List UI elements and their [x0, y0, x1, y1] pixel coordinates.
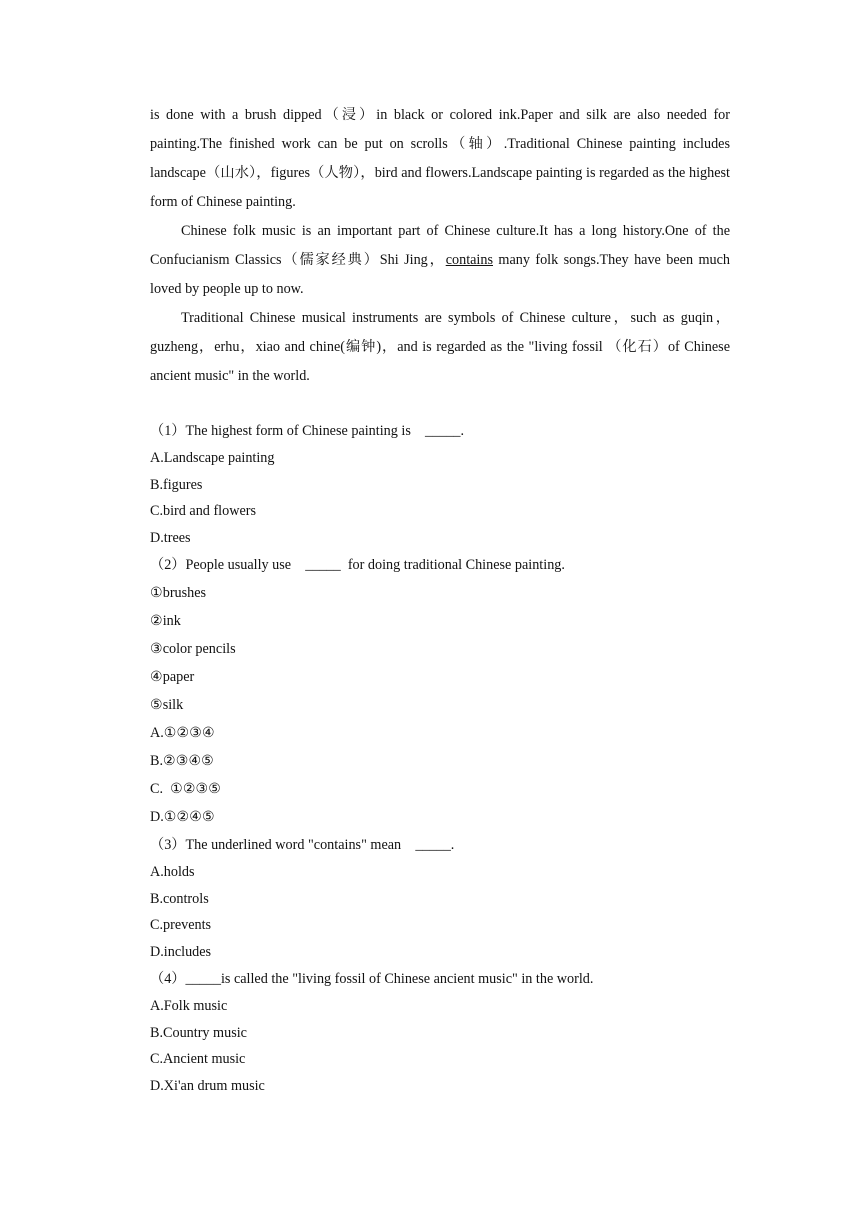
passage-paragraph-2-start: Chinese folk music is an important part of Chinese culture.It has a long history.One of the Confucianism Classics（儒家经典）Shi Jing，	[150, 223, 730, 268]
question-1	[150, 417, 730, 551]
underlined-word-contains: contains	[445, 252, 493, 268]
question-2-item-2: ②ink	[150, 613, 181, 629]
question-3-option-b: B.controls	[150, 890, 209, 907]
question-4-option-b: B.Country music	[150, 1024, 247, 1041]
question-1-option-c: C.bird and flowers	[150, 503, 256, 519]
section-gap	[150, 391, 730, 417]
question-4-option-d: D.Xi'an drum music	[150, 1077, 265, 1094]
passage-paragraph-2-end: many folk songs.They have been much loved by people up to now.	[150, 252, 730, 297]
question-1-stem: （1）The highest form of Chinese painting is _____.	[150, 423, 465, 439]
question-2-item-1: ①brushes	[150, 585, 207, 601]
question-1-option-b: B.figures	[150, 476, 203, 493]
question-4-option-c: C.Ancient music	[150, 1051, 246, 1067]
question-2	[150, 551, 730, 831]
question-3-option-d: D.includes	[150, 943, 212, 960]
question-4	[150, 965, 730, 1099]
question-2-item-4: ④paper	[150, 669, 195, 685]
question-2-option-c: C. ①②③⑤	[150, 781, 221, 797]
question-2-option-a: A.①②③④	[150, 725, 215, 741]
question-3-option-a: A.holds	[150, 864, 195, 880]
passage-paragraph-2	[150, 217, 730, 304]
passage-paragraph-3: Traditional Chinese musical instruments are symbols of Chinese culture，such as guqin，guzheng，erhu，xiao and chine(编钟)，and is regarded as the "living fossil （化石）of Chinese ancient music" in the world.	[150, 310, 730, 384]
question-2-option-d: D.①②④⑤	[150, 809, 215, 825]
question-2-stem: （2）People usually use _____ for doing traditional Chinese painting.	[150, 557, 565, 573]
question-3-stem: （3）The underlined word "contains" mean _____.	[150, 837, 455, 853]
question-2-item-5: ⑤silk	[150, 697, 184, 713]
question-2-option-b: B.②③④⑤	[150, 753, 214, 769]
passage-paragraph-1: is done with a brush dipped（浸）in black or colored ink.Paper and silk are also needed for painting.The finished work can be put on scrolls（轴）.Traditional Chinese painting includes landscape（山水），figures（人物），bird and flowers.Landscape painting is regarded as the highest form of Chinese painting.	[150, 107, 730, 210]
question-2-item-3: ③color pencils	[150, 641, 236, 657]
question-3	[150, 831, 730, 965]
question-4-stem: （4）_____is called the "living fossil of Chinese ancient music" in the world.	[150, 971, 594, 987]
question-1-option-a: A.Landscape painting	[150, 450, 275, 466]
question-3-option-c: C.prevents	[150, 917, 212, 933]
document-page	[150, 101, 730, 1099]
question-1-option-d: D.trees	[150, 529, 191, 546]
question-4-option-a: A.Folk music	[150, 998, 228, 1014]
